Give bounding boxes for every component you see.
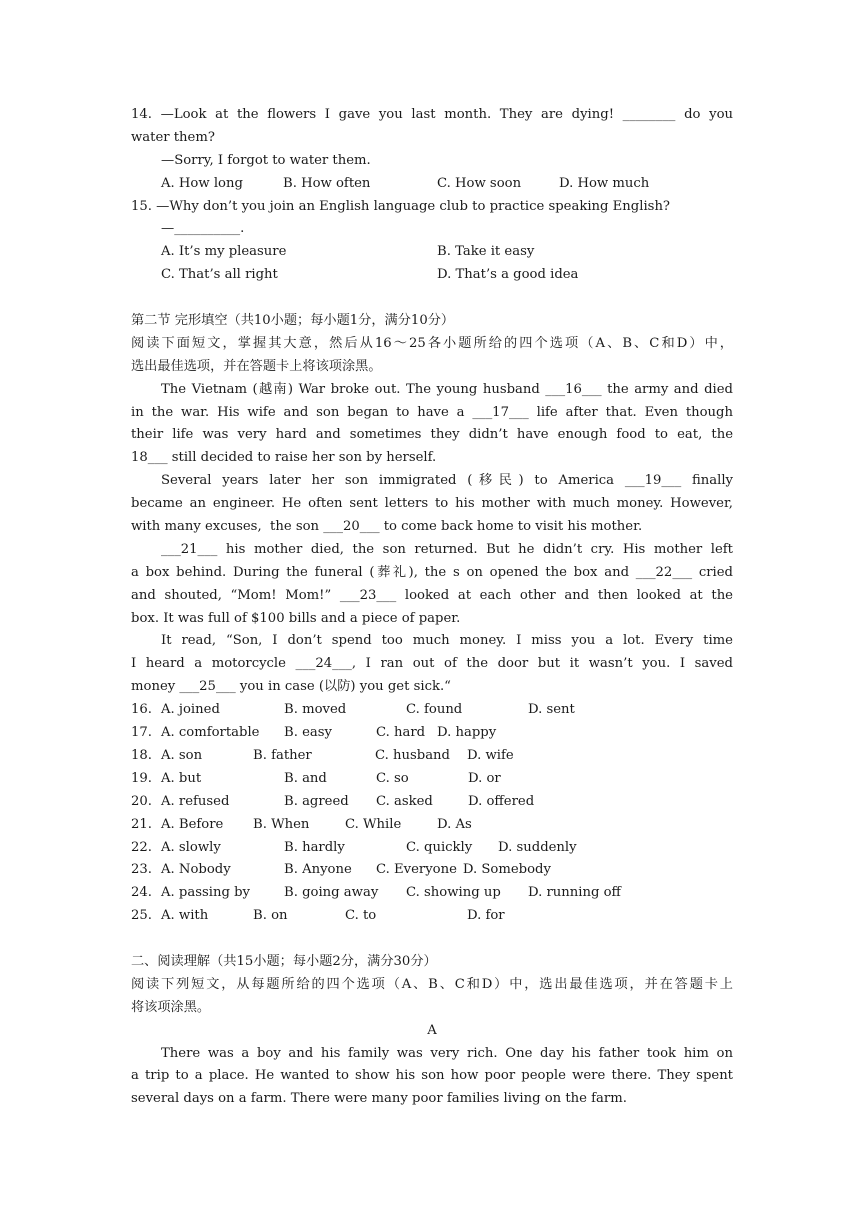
passage-line: money ___25___ you in case (以防) you get sick.“ — [131, 679, 451, 695]
question-option: A. but — [161, 770, 202, 786]
exam-page — [131, 104, 733, 1111]
question-option: C. husband — [375, 747, 450, 763]
question-option: D. running off — [528, 885, 621, 901]
part2-instruction-2: 将该项涂黑。 — [131, 999, 211, 1015]
question-option: D. sent — [528, 702, 575, 718]
question-option: A. joined — [161, 702, 220, 718]
question-row — [131, 859, 733, 882]
question-option: D. suddenly — [498, 839, 577, 855]
question-option: D. As — [437, 816, 472, 832]
question-option: C. to — [345, 908, 377, 924]
q15-option-c: C. That’s all right — [161, 267, 278, 283]
q14-line-1: 14. —Look at the flowers I gave you last month. They are dying! ________ do you — [131, 107, 733, 122]
question-number: 19. — [131, 770, 152, 786]
question-option: D. for — [467, 908, 505, 924]
reading-line: several days on a farm. There were many poor families living on the farm. — [131, 1091, 627, 1107]
question-row — [131, 882, 733, 905]
reading-line: There was a boy and his family was very rich. One day his father took him on — [161, 1045, 733, 1061]
passage-line: their life was very hard and sometimes they didn’t have enough food to eat, the — [131, 427, 733, 443]
passage-line: 18___ still decided to raise her son by herself. — [131, 450, 437, 466]
part2-instruction-1: 阅读下列短文，从每题所给的四个选项（A、B、C和D）中，选出最佳选项，并在答题卡上 — [131, 976, 733, 992]
q14-option-d: D. How much — [559, 175, 650, 191]
section2-instruction-2: 选出最佳选项，并在答题卡上将该项涂黑。 — [131, 358, 382, 374]
question-option: C. While — [345, 816, 402, 832]
part2-heading: 二、阅读理解（共15小题；每小题2分，满分30分） — [131, 953, 437, 969]
question-number: 17. — [131, 725, 152, 741]
question-row — [131, 699, 733, 722]
question-number: 18. — [131, 747, 152, 763]
question-row — [131, 791, 733, 814]
question-option: A. refused — [161, 793, 230, 809]
passage-label: A — [427, 1022, 437, 1038]
question-option: C. showing up — [406, 885, 501, 901]
q15-options-row-2 — [131, 264, 733, 287]
question-option: D. offered — [468, 793, 535, 809]
q15-option-a: A. It’s my pleasure — [161, 244, 287, 260]
question-row — [131, 814, 733, 837]
passage-line: a box behind. During the funeral (葬礼), the s on opened the box and ___22___ cried — [131, 564, 733, 580]
reading-line: a trip to a place. He wanted to show his son how poor people were there. They spent — [131, 1068, 733, 1084]
question-option: B. Anyone — [284, 862, 352, 878]
question-number: 21. — [131, 816, 152, 832]
q14-option-b: B. How often — [283, 175, 371, 191]
question-number: 23. — [131, 862, 152, 878]
question-row — [131, 905, 733, 928]
q15-option-b: B. Take it easy — [437, 244, 535, 260]
passage-line: The Vietnam (越南) War broke out. The young husband ___16___ the army and died — [161, 381, 733, 397]
question-option: A. Before — [161, 816, 224, 832]
question-row — [131, 745, 733, 768]
passage-line: Several years later her son immigrated (移民) to America ___19___ finally — [161, 473, 733, 489]
passage-line: box. It was full of $100 bills and a piece of paper. — [131, 610, 461, 626]
question-option: B. moved — [284, 702, 347, 718]
question-option: A. with — [161, 908, 209, 924]
question-option: C. found — [406, 702, 463, 718]
question-number: 20. — [131, 793, 152, 809]
section2-heading: 第二节 完形填空（共10小题；每小题1分，满分10分） — [131, 313, 455, 329]
question-option: D. Somebody — [462, 862, 551, 878]
question-row — [131, 837, 733, 860]
passage-line: with many excuses, the son ___20___ to come back home to visit his mother. — [131, 519, 643, 535]
passage-line: I heard a motorcycle ___24___, I ran out of the door but it wasn’t you. I saved — [131, 656, 733, 672]
question-option: C. so — [376, 770, 409, 786]
q15-options-row-1 — [131, 241, 733, 264]
q14-reply: —Sorry, I forgot to water them. — [161, 152, 371, 168]
question-option: C. hard — [376, 725, 426, 741]
question-option: B. on — [253, 908, 288, 924]
question-option: A. passing by — [161, 885, 250, 901]
question-number: 16. — [131, 702, 152, 718]
question-number: 25. — [131, 908, 152, 924]
question-option: B. agreed — [284, 793, 349, 809]
question-option: D. or — [468, 770, 501, 786]
question-option: A. slowly — [161, 839, 221, 855]
q14-options — [131, 173, 733, 196]
q14-line-2: water them? — [131, 129, 215, 145]
question-option: C. asked — [376, 793, 433, 809]
question-option: B. hardly — [284, 839, 345, 855]
question-option: C. quickly — [406, 839, 473, 855]
question-option: A. son — [161, 747, 203, 763]
q15-line-2: —__________. — [161, 221, 245, 237]
question-option: D. wife — [467, 747, 514, 763]
q15-option-d: D. That’s a good idea — [437, 267, 579, 283]
passage-line: became an engineer. He often sent letters to his mother with much money. However, — [131, 496, 733, 512]
question-option: D. happy — [437, 725, 497, 741]
question-option: A. comfortable — [161, 725, 260, 741]
question-option: B. When — [253, 816, 310, 832]
question-number: 24. — [131, 885, 152, 901]
q14-option-c: C. How soon — [437, 175, 522, 191]
question-number: 22. — [131, 839, 152, 855]
q14-option-a: A. How long — [161, 175, 243, 191]
question-option: B. easy — [284, 725, 332, 741]
passage-line: ___21___ his mother died, the son returned. But he didn’t cry. His mother left — [161, 541, 733, 557]
question-option: C. Everyone — [376, 862, 457, 878]
section2-instruction-1: 阅读下面短文，掌握其大意，然后从16～25各小题所给的四个选项（A、B、C和D）中， — [131, 335, 733, 351]
question-option: B. father — [253, 747, 312, 763]
question-row — [131, 722, 733, 745]
question-row — [131, 768, 733, 791]
passage-line: in the war. His wife and son began to have a ___17___ life after that. Even though — [131, 404, 733, 420]
cloze-question-list — [131, 699, 733, 928]
passage-line: It read, “Son, I don’t spend too much money. I miss you a lot. Every time — [161, 633, 733, 649]
q15-line-1: 15. —Why don’t you join an English language club to practice speaking English? — [131, 198, 671, 214]
question-option: B. and — [284, 770, 327, 786]
question-option: A. Nobody — [161, 862, 231, 878]
passage-line: and shouted, “Mom! Mom!” ___23___ looked at each other and then looked at the — [131, 587, 733, 603]
question-option: B. going away — [284, 885, 379, 901]
